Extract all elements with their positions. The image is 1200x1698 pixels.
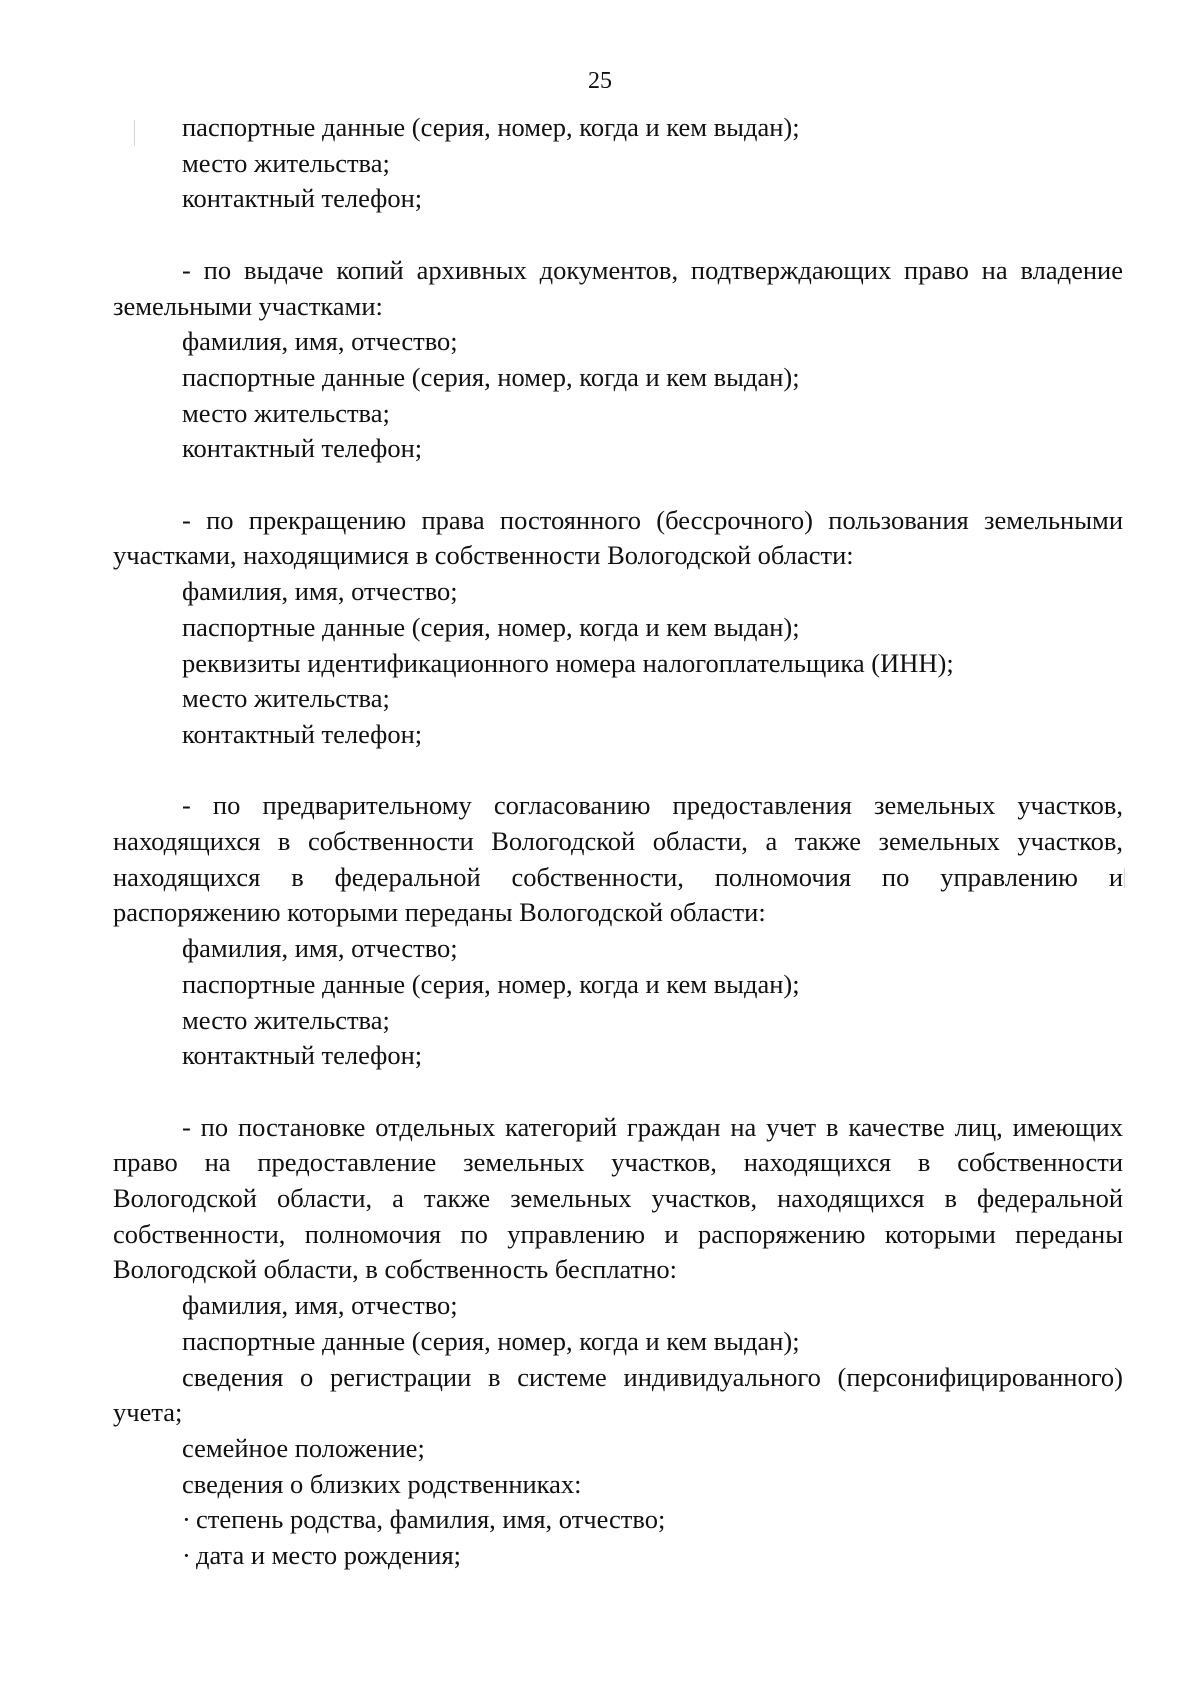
wrapped-list-item: сведения о регистрации в системе индивидуального (персонифицированного) учета;: [113, 1361, 1123, 1428]
dot-marker: ·: [182, 1540, 191, 1571]
list-item: место жительства;: [182, 397, 390, 428]
list-item: сведения о близких родственниках:: [182, 1468, 582, 1499]
section-intro: - по выдаче копий архивных документов, подтверждающих право на владение земельными участками:: [113, 254, 1123, 321]
list-item: паспортные данные (серия, номер, когда и кем выдан);: [182, 611, 800, 642]
paragraph-gap: [113, 467, 1123, 503]
list-item: место жительства;: [182, 1004, 390, 1035]
paragraph-gap: [113, 753, 1123, 789]
list-item: фамилия, имя, отчество;: [182, 326, 458, 357]
list-item: фамилия, имя, отчество;: [182, 933, 458, 964]
document-body: [113, 110, 1123, 1574]
list-item: место жительства;: [182, 683, 390, 714]
list-item: паспортные данные (серия, номер, когда и кем выдан);: [182, 1325, 800, 1356]
paragraph-gap: [113, 217, 1123, 253]
section-intro: - по постановке отдельных категорий граждан на учет в качестве лиц, имеющих право на предоставление земельных участков, находящихся в собственности Вологодской области, а также земельных участков, находящихся в федеральной собственности, полномочия по управлению и распоряжению которыми переданы Вологодской области, в собственность бесплатно:: [113, 1111, 1123, 1285]
list-item: семейное положение;: [182, 1432, 425, 1463]
paragraph-gap: [113, 1074, 1123, 1110]
list-item: место жительства;: [182, 147, 390, 178]
dot-marker: ·: [182, 1504, 191, 1535]
dash-list-item: [113, 1538, 1123, 1574]
list-item: контактный телефон;: [182, 183, 423, 214]
list-item: паспортные данные (серия, номер, когда и кем выдан);: [182, 968, 800, 999]
dash-list-text: степень родства, фамилия, имя, отчество;: [196, 1504, 666, 1535]
list-item: реквизиты идентификационного номера налогоплательщика (ИНН);: [182, 647, 954, 678]
list-item: паспортные данные (серия, номер, когда и кем выдан);: [182, 361, 800, 392]
scan-margin-mark: [1124, 868, 1125, 888]
list-item: контактный телефон;: [182, 1040, 423, 1071]
dash-list-text: дата и место рождения;: [196, 1540, 462, 1571]
list-item: фамилия, имя, отчество;: [182, 1290, 458, 1321]
section-intro: - по прекращению права постоянного (бессрочного) пользования земельными участками, находящимися в собственности Вологодской области:: [113, 504, 1123, 571]
section-intro: - по предварительному согласованию предоставления земельных участков, находящихся в собственности Вологодской области, а также земельных участков, находящихся в федеральной собственности, полномочия по управлению и распоряжению которыми переданы Вологодской области:: [113, 790, 1123, 928]
list-item: фамилия, имя, отчество;: [182, 576, 458, 607]
list-item: контактный телефон;: [182, 718, 423, 749]
list-item: контактный телефон;: [182, 433, 423, 464]
dash-list-item: [113, 1502, 1123, 1538]
list-item: паспортные данные (серия, номер, когда и кем выдан);: [182, 112, 800, 142]
page-number: 25: [588, 68, 612, 94]
